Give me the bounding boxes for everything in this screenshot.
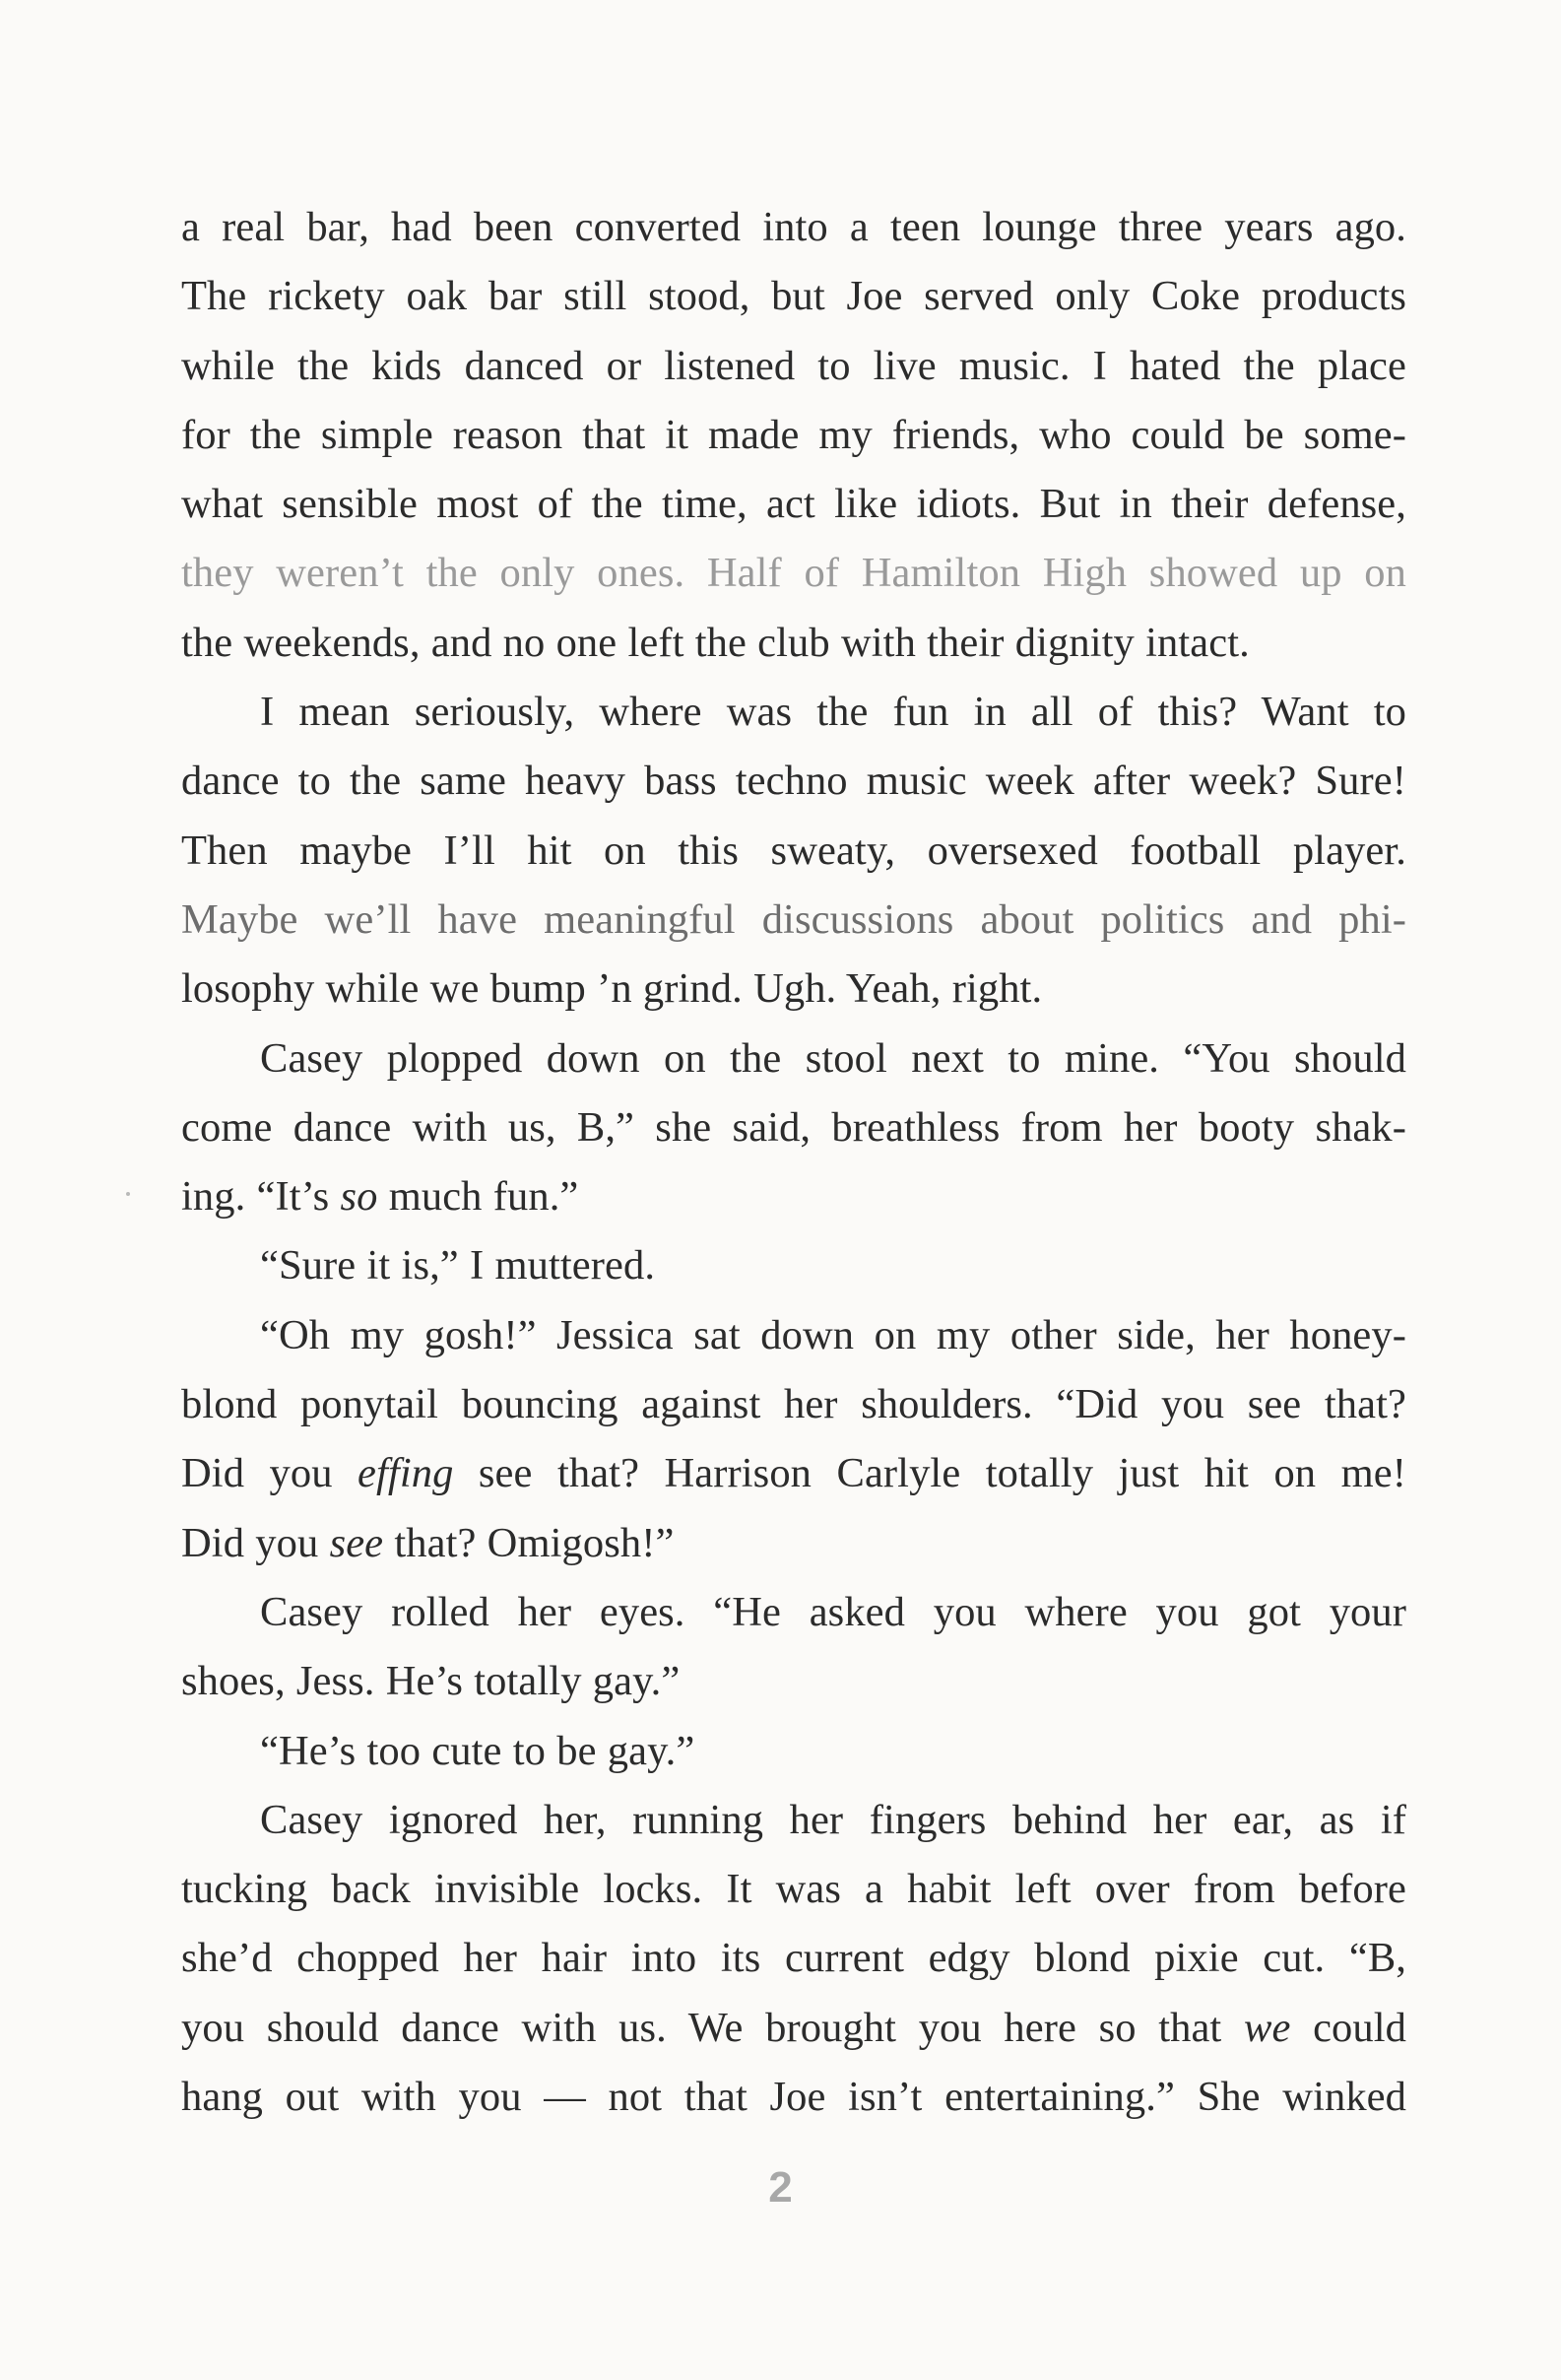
- text-line: tucking back invisible locks. It was a habit left over from before: [181, 1866, 1406, 1913]
- text-line: Did you effing see that? Harrison Carlyle totally just hit on me!: [181, 1450, 1406, 1497]
- text-line: what sensible most of the time, act like idiots. But in their defense,: [181, 481, 1406, 528]
- text-line: losophy while we bump ’n grind. Ugh. Yeah, right.: [181, 965, 1043, 1013]
- text-line: The rickety oak bar still stood, but Joe served only Coke products: [181, 273, 1406, 320]
- text-line: for the simple reason that it made my friends, who could be some-: [181, 411, 1406, 458]
- text-line: they weren’t the only ones. Half of Hamilton High showed up on: [181, 550, 1406, 597]
- text-line: Maybe we’ll have meaningful discussions about politics and phi-: [181, 895, 1406, 943]
- text-line: a real bar, had been converted into a teen lounge three years ago.: [181, 204, 1406, 250]
- stray-mark: [126, 1192, 130, 1196]
- text-line: while the kids danced or listened to live music. I hated the place: [181, 342, 1406, 389]
- text-line: Casey ignored her, running her fingers behind her ear, as if: [260, 1796, 1406, 1843]
- text-line: hang out with you — not that Joe isn’t entertaining.” She winked: [181, 2074, 1406, 2121]
- text-line: the weekends, and no one left the club with their dignity intact.: [181, 619, 1250, 666]
- text-line: ing. “It’s so much fun.”: [181, 1173, 579, 1221]
- text-line: “He’s too cute to be gay.”: [260, 1727, 695, 1774]
- body-text: [181, 193, 1406, 2132]
- text-line: she’d chopped her hair into its current edgy blond pixie cut. “B,: [181, 1935, 1406, 1982]
- text-line: dance to the same heavy bass techno music week after week? Sure!: [181, 758, 1406, 805]
- text-line: Casey rolled her eyes. “He asked you where you got your: [260, 1588, 1406, 1635]
- text-line: blond ponytail bouncing against her shoulders. “Did you see that?: [181, 1381, 1406, 1428]
- text-line: Then maybe I’ll hit on this sweaty, oversexed football player.: [181, 826, 1406, 874]
- text-line: you should dance with us. We brought you here so that we could: [181, 2004, 1406, 2051]
- text-line: Did you see that? Omigosh!”: [181, 1519, 675, 1566]
- text-line: shoes, Jess. He’s totally gay.”: [181, 1658, 681, 1705]
- text-line: “Oh my gosh!” Jessica sat down on my other side, her honey-: [260, 1311, 1406, 1358]
- text-line: “Sure it is,” I muttered.: [260, 1242, 656, 1289]
- text-line: I mean seriously, where was the fun in all of this? Want to: [260, 689, 1406, 736]
- page-number: 2: [768, 2163, 793, 2212]
- text-line: come dance with us, B,” she said, breathless from her booty shak-: [181, 1103, 1406, 1151]
- text-line: Casey plopped down on the stool next to mine. “You should: [260, 1034, 1406, 1082]
